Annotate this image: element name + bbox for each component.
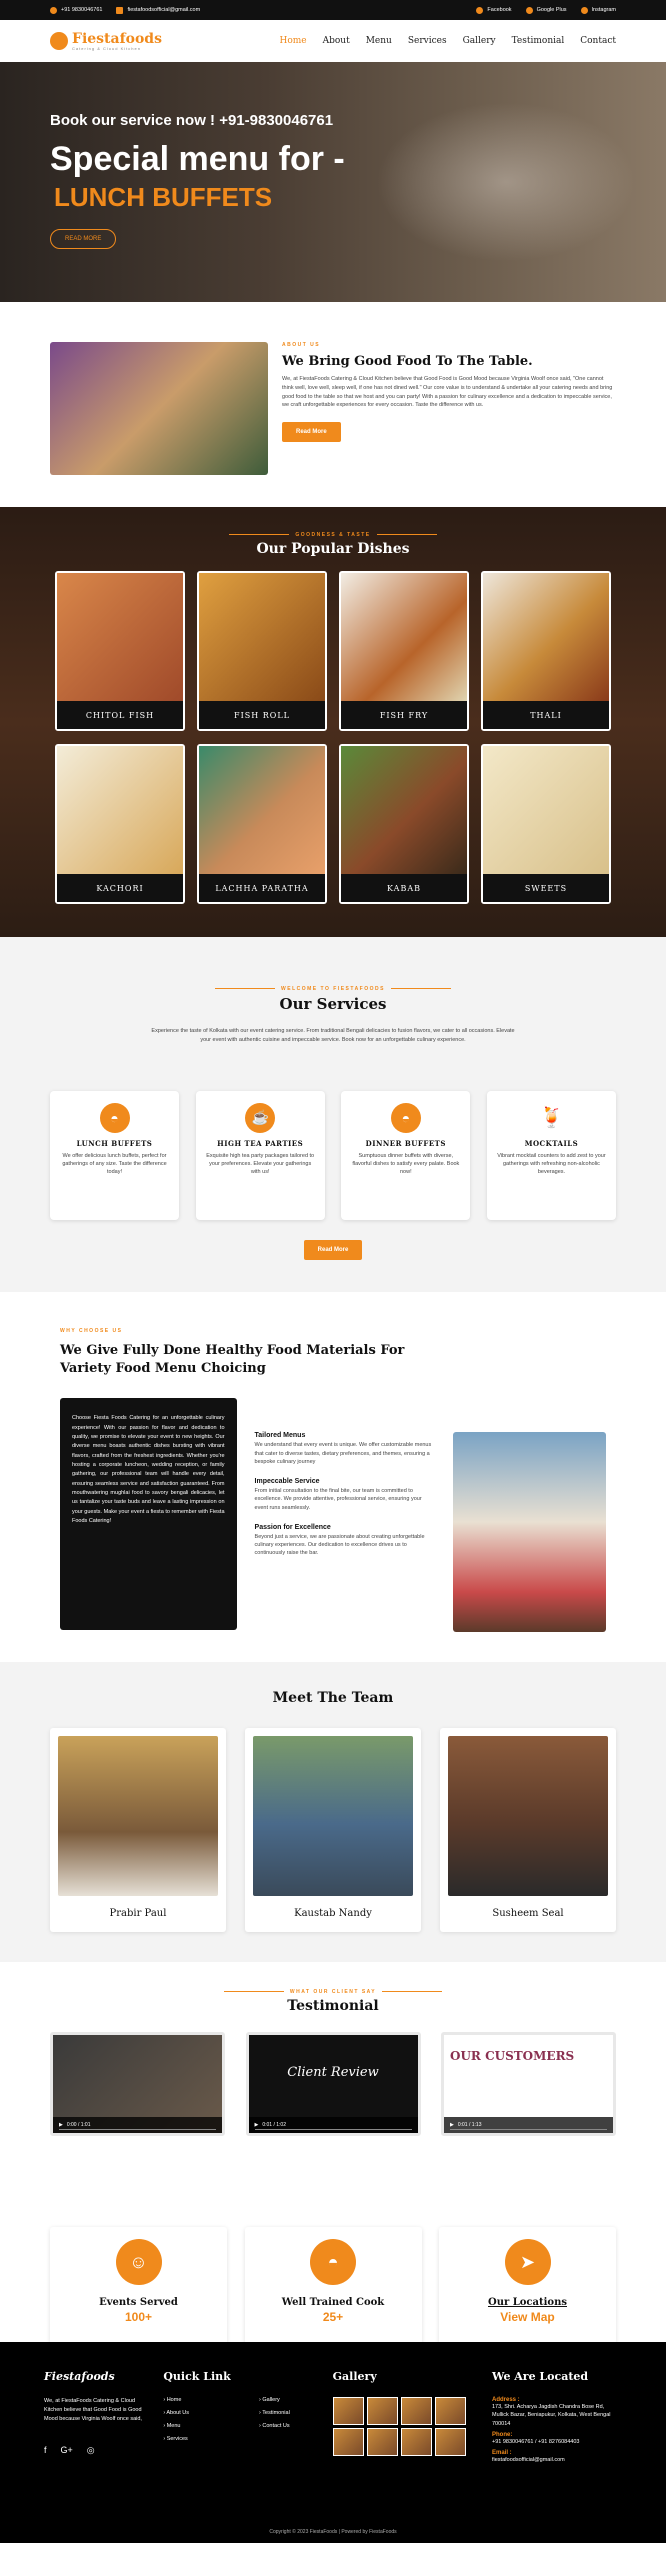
stat-label: Well Trained Cook (281, 2297, 385, 2308)
video-caption: Client Review (287, 2065, 379, 2080)
logo[interactable] (50, 32, 162, 51)
dish-label: KACHORI (57, 874, 183, 902)
cloche-icon: ◓ (100, 1103, 130, 1133)
footer-gallery-title: Gallery (332, 2370, 377, 2383)
dish-image (57, 573, 183, 701)
topbar-phone[interactable]: +91 9830046761 (61, 7, 103, 13)
dish-label: KABAB (341, 874, 467, 902)
footer-link-services[interactable]: › Services (163, 2436, 189, 2442)
why-point-text: From initial consultation to the final bite, our team is committed to excellence. We provide attentive, professional service, ensuring your event runs seamlessly. (254, 1488, 422, 1511)
dish-image (341, 746, 467, 874)
cloche-icon: ◓ (310, 2239, 356, 2285)
service-text: Exquisite high tea party packages tailored to your preferences. Elevate your gatherings with us! (206, 1152, 315, 1176)
dish-card[interactable] (339, 744, 469, 904)
service-title: HIGH TEA PARTIES (217, 1138, 304, 1148)
gallery-thumb[interactable] (367, 2428, 398, 2456)
stats-section (0, 2187, 666, 2342)
gallery-thumb[interactable] (401, 2428, 432, 2456)
service-card-mocktails[interactable] (487, 1091, 616, 1220)
nav-home[interactable]: Home (279, 36, 307, 46)
team-member-name: Prabir Paul (109, 1908, 167, 1919)
video-controls[interactable] (249, 2117, 418, 2133)
services-section (0, 937, 666, 1292)
dishes-title: Our Popular Dishes (256, 541, 410, 557)
locations-link[interactable]: Our Locations (488, 2297, 567, 2308)
nav-about[interactable]: About (322, 36, 350, 46)
footer-about: We, at FiestaFoods Catering & Cloud Kitchen believe that Good Food is Good Mood because Virginia Woolf once said, (44, 2398, 142, 2422)
why-point-text: Beyond just a service, we are passionate about creating unforgettable culinary experiences. Our dedication to excellence drives us to continuously raise the bar. (254, 1533, 425, 1557)
footer-link-about[interactable]: › About Us (163, 2410, 189, 2416)
hero-read-more-button[interactable]: READ MORE (50, 229, 116, 249)
google-plus-icon[interactable] (526, 7, 533, 14)
team-member-card (50, 1728, 226, 1932)
why-point-title: Impeccable Service (254, 1478, 320, 1486)
dish-card[interactable] (481, 571, 611, 731)
nav-menu (279, 36, 616, 46)
video-time: 0:01 / 1:13 (457, 2122, 482, 2128)
stat-card-events (50, 2227, 227, 2344)
dish-image (57, 746, 183, 874)
dish-image (199, 573, 325, 701)
footer-link-testimonial[interactable]: › Testimonial (259, 2410, 290, 2416)
video-progress[interactable] (450, 2129, 607, 2130)
footer-link-gallery[interactable]: › Gallery (259, 2397, 290, 2403)
topbar-google-plus[interactable]: Google Plus (536, 7, 567, 13)
service-title: LUNCH BUFFETS (76, 1138, 153, 1148)
copyright: Copyright © 2023 FiestaFoods | Powered by FiestaFoods (269, 2529, 397, 2535)
gallery-thumb[interactable] (435, 2397, 466, 2425)
stat-value: 25+ (322, 2310, 344, 2324)
about-body: We, at FiestaFoods Catering & Cloud Kitchen believe that Good Food is Good Mood because Virginia Woolf once said, "One cannot think well, love well, sleep well, if one has not dined well." Our core value is to understand & undertake all your catering needs and bring good food to the table so that we host and you can party! With a passion for culinary excellence and a dedication to impeccable service, we craft unforgettable experiences for every occasion. Taste the difference with us. (282, 376, 613, 409)
dish-card[interactable] (197, 744, 327, 904)
dish-card[interactable] (339, 571, 469, 731)
people-icon: ☺ (116, 2239, 162, 2285)
stat-card-locations[interactable] (439, 2227, 616, 2344)
address-label: Address : (491, 2397, 520, 2403)
popular-dishes-section (0, 507, 666, 937)
nav-services[interactable]: Services (407, 36, 447, 46)
dish-label: SWEETS (483, 874, 609, 902)
dish-card[interactable] (481, 744, 611, 904)
footer-quicklink-title: Quick Link (163, 2370, 231, 2383)
team-member-photo (253, 1736, 413, 1896)
team-section (0, 1662, 666, 1962)
testimonial-video[interactable] (50, 2032, 225, 2136)
topbar-facebook[interactable]: Facebook (487, 7, 512, 13)
video-time: 0:01 / 1:02 (262, 2122, 286, 2128)
why-tag: WHY CHOOSE US (60, 1328, 123, 1334)
view-map-link[interactable]: View Map (500, 2310, 555, 2324)
why-choose-us-section (0, 1292, 666, 1662)
footer-link-home[interactable]: › Home (163, 2397, 189, 2403)
logo-tagline: Catering & Cloud Kitchen (72, 45, 141, 51)
google-plus-icon[interactable]: G+ (60, 2445, 73, 2456)
play-icon[interactable]: ▶ (254, 2122, 259, 2128)
nav-testimonial[interactable]: Testimonial (511, 36, 565, 46)
gallery-thumb[interactable] (333, 2428, 364, 2456)
email-text[interactable]: fiestafoodsofficial@gmail.com (491, 2457, 565, 2463)
top-bar (0, 0, 666, 20)
play-icon[interactable]: ▶ (450, 2122, 454, 2128)
why-description-box: Choose Fiesta Foods Catering for an unforgettable culinary experience! With our passion for flavor and dedication to quality, we promise to elevate your event to new heights. Our diverse menu boasts authentic dishes bursting with vibrant flavors, crafted from the freshest ingredients. Whether you're hosting a corporate luncheon, wedding reception, or family gathering, our professional team will handle every detail, ensuring seamless service and satisfaction guaranteed. From mouthwatering mughlai food to savory bengali delicacies, let us tantalize your taste buds and leave a lasting impression on your guests. Make your event a fiesta to remember with Fiesta Foods Catering! (60, 1398, 237, 1630)
topbar-instagram[interactable]: Instagram (591, 7, 616, 13)
dish-image (483, 746, 609, 874)
paper-plane-icon: ➤ (505, 2239, 551, 2285)
video-controls[interactable] (53, 2117, 222, 2133)
play-icon[interactable]: ▶ (59, 2122, 63, 2128)
video-time: 0:00 / 1:01 (66, 2122, 91, 2128)
team-member-card (440, 1728, 616, 1932)
phone-label: Phone: (491, 2431, 513, 2438)
cloche-icon: ◓ (391, 1103, 421, 1133)
gallery-thumb[interactable] (333, 2397, 364, 2425)
video-caption: OUR CUSTOMERS (450, 2049, 575, 2063)
dish-image (199, 746, 325, 874)
video-progress[interactable] (59, 2129, 216, 2130)
stat-card-cooks (245, 2227, 422, 2344)
why-point-title: Tailored Menus (254, 1432, 306, 1440)
testimonial-title: Testimonial (287, 1998, 379, 2014)
phone-text[interactable]: +91 9830046761 / +91 8276084403 (491, 2438, 580, 2445)
footer-logo[interactable]: Fiestafoods (44, 2370, 115, 2383)
dish-image (341, 573, 467, 701)
about-section (0, 302, 666, 507)
service-card-lunch[interactable] (50, 1091, 179, 1220)
service-text: Vibrant mocktail counters to add zest to your gatherings with refreshing non-alcoholic beverages. (497, 1152, 606, 1176)
about-tag: ABOUT US (282, 342, 321, 348)
footer-gallery (333, 2397, 473, 2456)
service-card-high-tea[interactable] (196, 1091, 325, 1220)
venue-photo (453, 1432, 606, 1632)
team-member-name: Susheem Seal (492, 1908, 564, 1919)
about-title: We Bring Good Food To The Table. (282, 354, 533, 369)
hero-highlight: LUNCH BUFFETS (54, 182, 273, 213)
why-point-text: We understand that every event is unique. We offer customizable menus that cater to diverse tastes, dietary preferences, and themes, ensuring a bespoke culinary journey (254, 1442, 432, 1465)
why-point-title: Passion for Excellence (254, 1523, 331, 1531)
dish-card[interactable] (55, 744, 185, 904)
cocktail-icon: 🍹 (539, 1107, 564, 1130)
team-member-photo (58, 1736, 218, 1896)
gallery-thumb[interactable] (401, 2397, 432, 2425)
logo-text: Fiestafoods (72, 30, 162, 47)
dish-label: LACHHA PARATHA (199, 874, 325, 902)
hero-banner (0, 62, 666, 302)
topbar-email[interactable]: fiestafoodsofficial@gmail.com (127, 7, 201, 13)
video-controls[interactable] (444, 2117, 613, 2133)
phone-icon (50, 7, 57, 14)
main-nav (0, 20, 666, 62)
instagram-icon[interactable]: ◎ (86, 2445, 95, 2456)
why-title: We Give Fully Done Healthy Food Materials For Variety Food Menu Choicing (60, 1343, 405, 1377)
service-text: Sumptuous dinner buffets with diverse, flavorful dishes to satisfy every palate. Book now! (352, 1152, 460, 1176)
services-read-more-button[interactable]: Read More (304, 1240, 363, 1260)
service-title: DINNER BUFFETS (365, 1138, 446, 1148)
nav-gallery[interactable]: Gallery (462, 36, 496, 46)
hero-booking-line: Book our service now ! +91-9830046761 (50, 112, 334, 129)
stat-value: 100+ (124, 2310, 153, 2324)
service-title: MOCKTAILS (524, 1138, 579, 1148)
dish-label: FISH ROLL (199, 701, 325, 729)
about-photo (50, 342, 268, 475)
dish-label: CHITOL FISH (57, 701, 183, 729)
services-title: Our Services (279, 995, 387, 1013)
testimonial-video[interactable] (441, 2032, 616, 2136)
service-text: We offer delicious lunch buffets, perfect for gatherings of any size. Taste the difference today! (62, 1152, 167, 1176)
about-read-more-button[interactable]: Read More (282, 422, 341, 442)
gallery-thumb[interactable] (367, 2397, 398, 2425)
dish-card[interactable] (55, 571, 185, 731)
hero-headline: Special menu for - (50, 140, 345, 178)
services-description: Experience the taste of Kolkata with our event catering service. From traditional Bengali delicacies to fusion flavors, we cater to all occasions. Elevate your event with authentic cuisine and impeccable service. Book now for an unforgettable culinary experience. (151, 1028, 515, 1043)
dish-image (483, 573, 609, 701)
team-member-name: Kaustab Nandy (294, 1908, 372, 1919)
testimonial-section (0, 1962, 666, 2187)
nav-menu-link[interactable]: Menu (365, 36, 392, 46)
dish-label: FISH FRY (341, 701, 467, 729)
email-label: Email : (491, 2450, 512, 2456)
services-tag: WELCOME TO FIESTAFOODS (209, 986, 457, 992)
instagram-icon[interactable] (581, 7, 588, 14)
testimonial-video[interactable] (246, 2032, 421, 2136)
team-member-card (245, 1728, 421, 1932)
footer-link-contact[interactable]: › Contact Us (259, 2423, 290, 2429)
dish-card[interactable] (197, 571, 327, 731)
facebook-icon[interactable] (476, 7, 483, 14)
stat-label: Events Served (99, 2297, 178, 2308)
footer-location-title: We Are Located (491, 2370, 589, 2383)
tea-cup-icon: ☕ (245, 1103, 275, 1133)
testimonial-tag: WHAT OUR CLIENT SAY (218, 1989, 448, 1995)
gallery-thumb[interactable] (435, 2428, 466, 2456)
team-member-photo (448, 1736, 608, 1896)
facebook-icon[interactable]: f (44, 2445, 47, 2456)
footer (0, 2342, 666, 2543)
address-text: 173, Shri. Acharya Jagdish Chandra Bose Rd, Mullick Bazar, Beniapukur, Kolkata, West Bengal 700014 (491, 2404, 611, 2427)
nav-contact[interactable]: Contact (580, 36, 616, 46)
mail-icon (116, 7, 123, 14)
logo-icon (50, 32, 68, 50)
team-title: Meet The Team (272, 1690, 394, 1706)
dish-label: THALI (483, 701, 609, 729)
footer-link-menu[interactable]: › Menu (163, 2423, 189, 2429)
video-progress[interactable] (255, 2129, 412, 2130)
service-card-dinner[interactable] (341, 1091, 470, 1220)
dishes-tag: GOODNESS & TASTE (223, 532, 442, 538)
